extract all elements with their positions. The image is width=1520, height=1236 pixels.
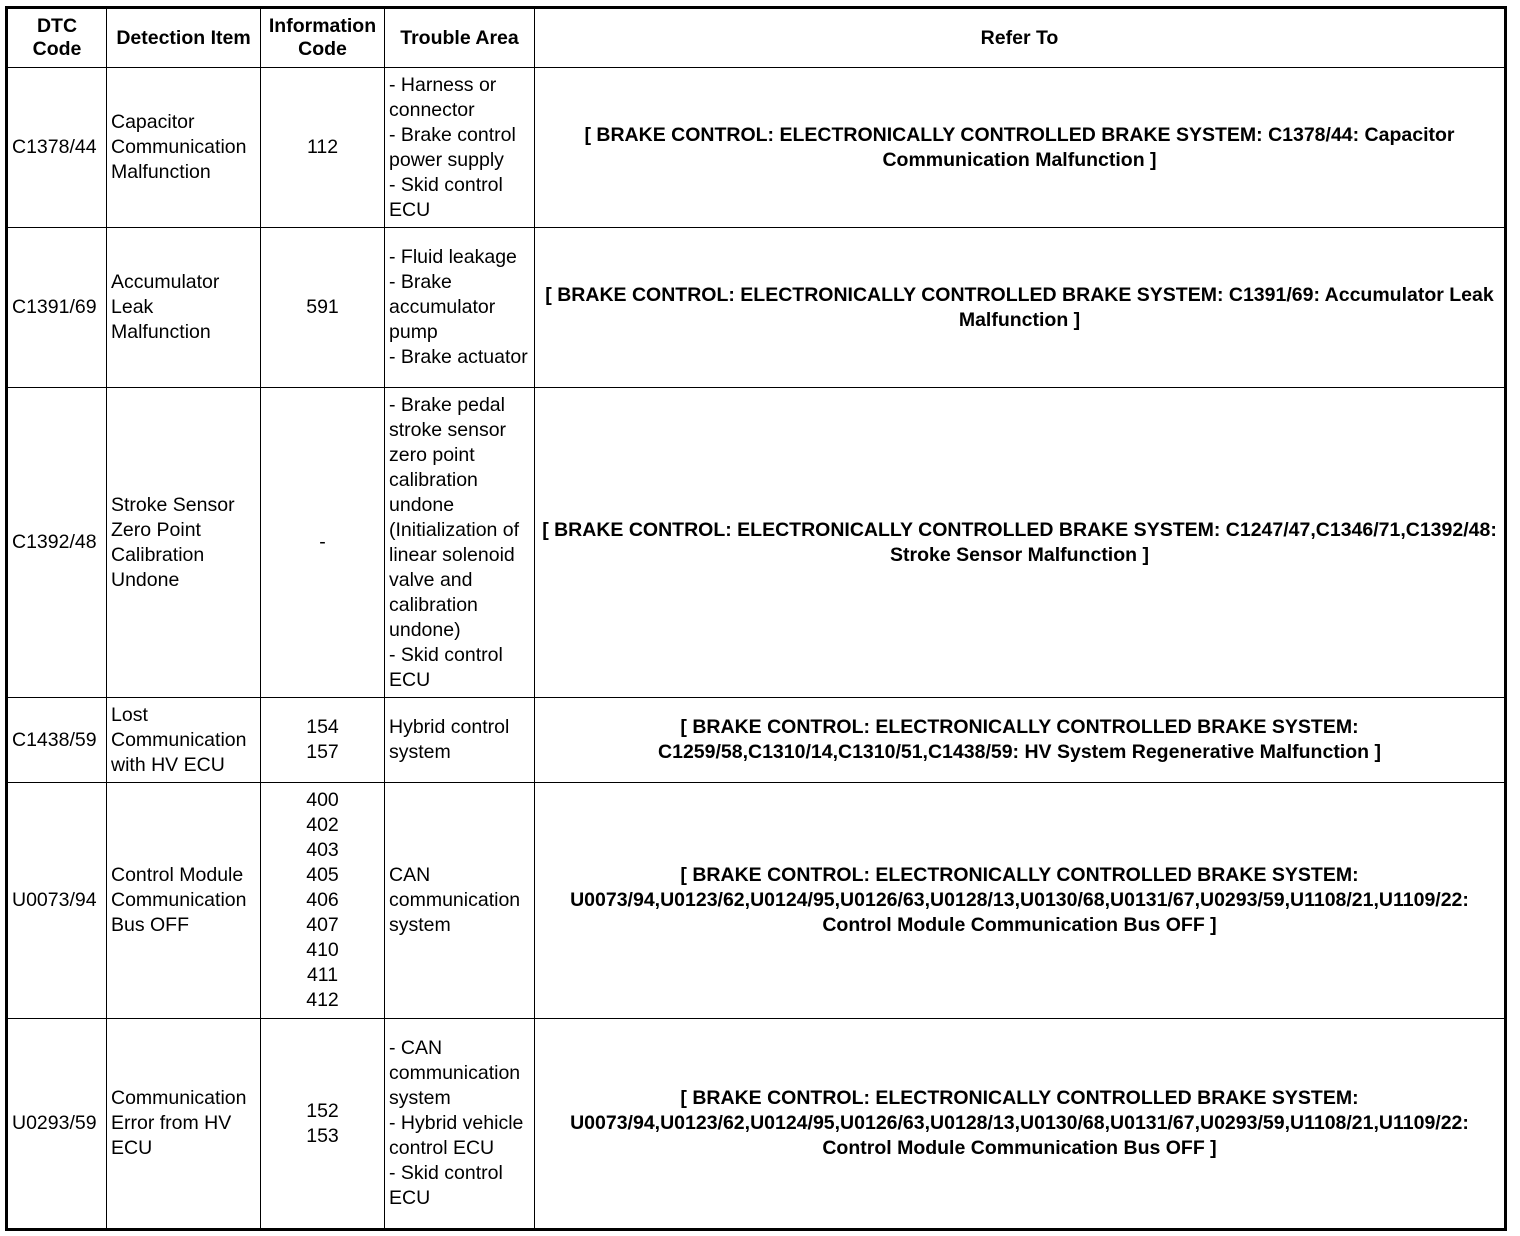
information-code: 154: [306, 716, 339, 738]
detection-item-cell: Control Module Communication Bus OFF: [107, 783, 261, 1019]
header-trouble-area: [385, 8, 535, 68]
refer-to-link[interactable]: [ BRAKE CONTROL: ELECTRONICALLY CONTROLLED BRAKE SYSTEM: U0073/94,U0123/62,U0124/95,U0126/63,U0128/13,U0130/68,U0131/67,U0293/59,U1108/21,U1109/22: Control Module Communication Bus OFF ]: [535, 1019, 1506, 1230]
information-code: 153: [306, 1124, 339, 1147]
dtc-code-cell: C1391/69: [7, 228, 107, 388]
detection-item-cell: Communication Error from HV ECU: [107, 1019, 261, 1230]
information-code: 157: [306, 741, 339, 763]
trouble-area-cell: - Brake pedal stroke sensor zero point calibration undone (Initialization of linear solenoid valve and calibration undone) - Skid control ECU: [385, 388, 535, 698]
detection-item-cell: Stroke Sensor Zero Point Calibration Undone: [107, 388, 261, 698]
detection-item-cell: Accumulator Leak Malfunction: [107, 228, 261, 388]
detection-item-cell: Lost Communication with HV ECU: [107, 698, 261, 783]
trouble-area-cell: - Harness or connector - Brake control power supply - Skid control ECU: [385, 68, 535, 228]
information-code: 400: [306, 789, 339, 811]
table-row: [7, 228, 1506, 388]
dtc-code-cell: C1438/59: [7, 698, 107, 783]
dtc-table: [5, 6, 1507, 1231]
dtc-code-cell: U0293/59: [7, 1019, 107, 1230]
information-code-cell: [261, 228, 385, 388]
information-code-cell: [261, 68, 385, 228]
header-dtc-code: [7, 8, 107, 68]
information-code: 405: [306, 864, 339, 886]
refer-to-link[interactable]: [ BRAKE CONTROL: ELECTRONICALLY CONTROLLED BRAKE SYSTEM: C1391/69: Accumulator Leak Malfunction ]: [535, 228, 1506, 388]
information-code: 410: [306, 939, 339, 961]
table-row: [7, 388, 1506, 698]
information-code: 112: [306, 136, 339, 158]
table-row: [7, 1019, 1506, 1230]
trouble-area-cell: - Fluid leakage - Brake accumulator pump - Brake actuator: [385, 228, 535, 388]
information-code-cell: [261, 388, 385, 698]
dtc-code-cell: C1378/44: [7, 68, 107, 228]
information-code: -: [319, 531, 326, 553]
trouble-area-cell: CAN communication system: [385, 783, 535, 1019]
information-code: 407: [306, 914, 339, 936]
information-code: 402: [306, 814, 339, 836]
information-code: 411: [306, 964, 339, 986]
refer-to-link[interactable]: [ BRAKE CONTROL: ELECTRONICALLY CONTROLLED BRAKE SYSTEM: U0073/94,U0123/62,U0124/95,U0126/63,U0128/13,U0130/68,U0131/67,U0293/59,U1108/21,U1109/22: Control Module Communication Bus OFF ]: [535, 783, 1506, 1019]
header-refer-to-label: Refer To: [980, 26, 1059, 49]
header-information-code-label: Information Code: [268, 15, 377, 60]
header-detection-item: [107, 8, 261, 68]
refer-to-link[interactable]: [ BRAKE CONTROL: ELECTRONICALLY CONTROLLED BRAKE SYSTEM: C1259/58,C1310/14,C1310/51,C1438/59: HV System Regenerative Malfunction ]: [535, 698, 1506, 783]
information-code: 152: [306, 1099, 339, 1122]
table-header-row: [7, 8, 1506, 68]
dtc-code-cell: C1392/48: [7, 388, 107, 698]
refer-to-link[interactable]: [ BRAKE CONTROL: ELECTRONICALLY CONTROLLED BRAKE SYSTEM: C1247/47,C1346/71,C1392/48: Stroke Sensor Malfunction ]: [535, 388, 1506, 698]
table-row: [7, 698, 1506, 783]
table-row: [7, 68, 1506, 228]
trouble-area-cell: Hybrid control system: [385, 698, 535, 783]
header-dtc-code-label: DTC Code: [32, 15, 82, 60]
header-trouble-area-label: Trouble Area: [400, 26, 519, 49]
information-code-cell: [261, 698, 385, 783]
table-row: [7, 783, 1506, 1019]
header-information-code: [261, 8, 385, 68]
information-code: 412: [306, 989, 339, 1011]
dtc-code-cell: U0073/94: [7, 783, 107, 1019]
information-code-cell: [261, 1019, 385, 1230]
information-code: 406: [306, 889, 339, 911]
information-code: 403: [306, 839, 339, 861]
information-code-cell: [261, 783, 385, 1019]
header-refer-to: [535, 8, 1506, 68]
trouble-area-cell: - CAN communication system - Hybrid vehicle control ECU - Skid control ECU: [385, 1019, 535, 1230]
detection-item-cell: Capacitor Communication Malfunction: [107, 68, 261, 228]
header-detection-item-label: Detection Item: [116, 26, 251, 49]
refer-to-link[interactable]: [ BRAKE CONTROL: ELECTRONICALLY CONTROLLED BRAKE SYSTEM: C1378/44: Capacitor Communication Malfunction ]: [535, 68, 1506, 228]
information-code: 591: [306, 296, 339, 318]
